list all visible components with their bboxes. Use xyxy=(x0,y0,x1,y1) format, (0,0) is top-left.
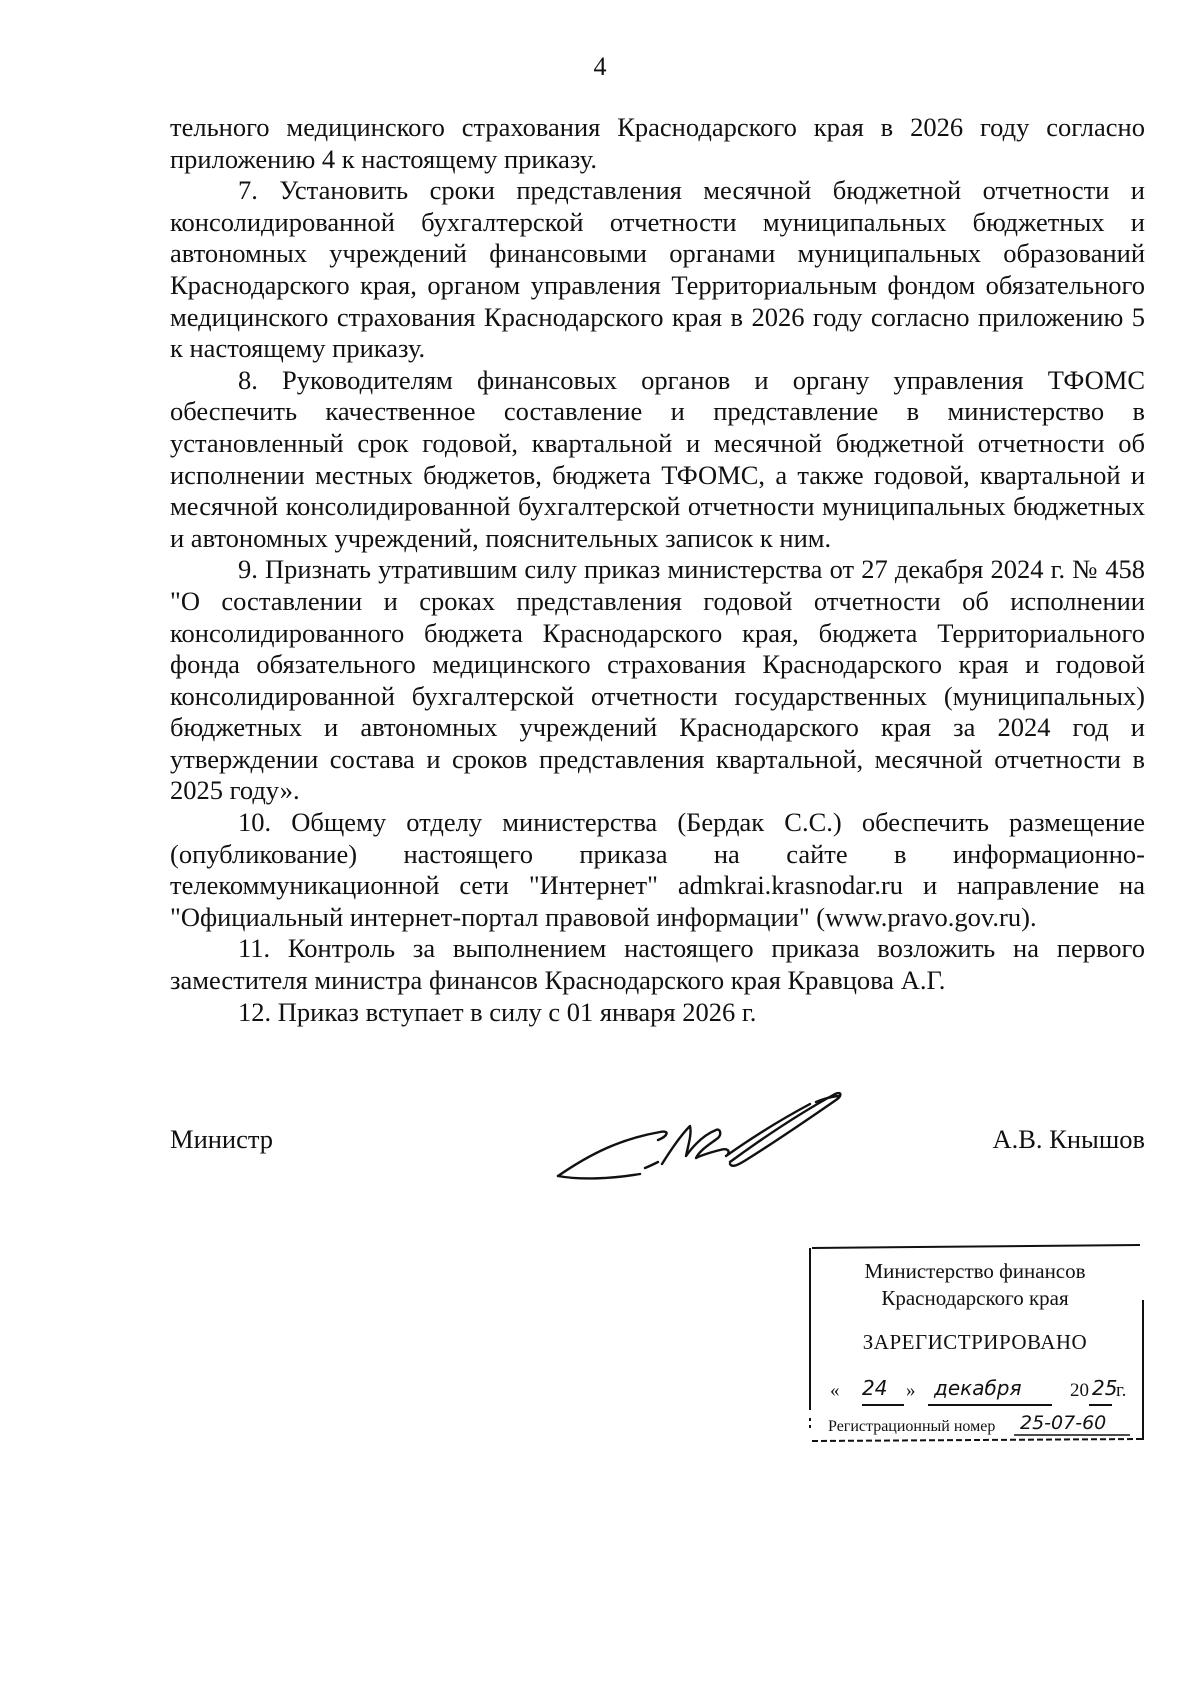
document-body xyxy=(170,112,1145,1028)
registration-stamp xyxy=(800,1240,1150,1445)
stamp-registration-number xyxy=(810,1412,1150,1444)
stamp-date-year-suffix: 25 xyxy=(1092,1376,1118,1400)
stamp-date xyxy=(822,1376,1142,1410)
signatory-name: А.В. Кнышов xyxy=(992,1124,1145,1154)
stamp-date-year-unit: г. xyxy=(1116,1380,1127,1401)
paragraph-item-7: 7. Установить сроки представления месячной бюджетной отчетности и консолидированной бухгалтерской отчетности муниципальных бюджетных и автономных учреждений финансовыми органами муниципальных образований Краснодарского края, органом управления Территориальным фондом обязательного медицинского страхования Краснодарского края в 2026 году согласно приложению 5 к настоящему приказу. xyxy=(170,175,1145,364)
stamp-date-year-prefix: 20 xyxy=(1070,1380,1089,1401)
stamp-date-month: декабря xyxy=(934,1376,1022,1400)
stamp-reg-number: 25-07-60 xyxy=(1020,1412,1107,1434)
page-number: 4 xyxy=(593,52,607,81)
stamp-org-line-1: Министерство финансов xyxy=(864,1259,1086,1283)
stamp-status: ЗАРЕГИСТРИРОВАНО xyxy=(862,1330,1088,1354)
stamp-date-open-quote: « xyxy=(830,1380,840,1401)
signatory-title: Министр xyxy=(170,1124,274,1154)
stamp-date-close-quote: » xyxy=(906,1380,916,1401)
paragraph-continuation: тельного медицинского страхования Краснодарского края в 2026 году согласно приложению 4 к настоящему приказу. xyxy=(170,112,1145,174)
paragraph-item-9: 9. Признать утратившим силу приказ министерства от 27 декабря 2024 г. № 458 "О составлении и сроках представления годовой отчетности об исполнении консолидированного бюджета Краснодарского края, бюджета Территориального фонда обязательного медицинского страхования Краснодарского края и годовой консолидированной бухгалтерской отчетности государственных (муниципальных) бюджетных и автономных учреждений Краснодарского края за 2024 год и утверждении состава и сроков представления квартальной, месячной отчетности в 2025 году». xyxy=(170,554,1145,806)
handwritten-signature xyxy=(550,1084,850,1194)
stamp-organization xyxy=(800,1258,1150,1312)
stamp-date-day: 24 xyxy=(862,1376,888,1400)
paragraph-item-10: 10. Общему отделу министерства (Бердак С.С.) обеспечить размещение (опубликование) настоящего приказа на сайте в информационно-телекоммуникационной сети "Интернет" admkrai.krasnodar.ru и направление на "Официальный интернет-портал правовой информации" (www.pravo.gov.ru). xyxy=(170,807,1145,932)
paragraph-item-12: 12. Приказ вступает в силу с 01 января 2026 г. xyxy=(238,996,757,1027)
stamp-reg-label: Регистрационный номер xyxy=(828,1418,996,1435)
paragraph-item-11: 11. Контроль за выполнением настоящего приказа возложить на первого заместителя министра финансов Краснодарского края Кравцова А.Г. xyxy=(170,933,1145,996)
signature-block xyxy=(170,1124,1145,1184)
stamp-org-line-2: Краснодарского края xyxy=(881,1286,1069,1310)
paragraph-item-8: 8. Руководителям финансовых органов и органу управления ТФОМС обеспечить качественное составление и представление в министерство в установленный срок годовой, квартальной и месячной бюджетной отчетности об исполнении местных бюджетов, бюджета ТФОМС, а также годовой, квартальной и месячной консолидированной бухгалтерской отчетности муниципальных бюджетных и автономных учреждений, пояснительных записок к ним. xyxy=(170,364,1145,553)
